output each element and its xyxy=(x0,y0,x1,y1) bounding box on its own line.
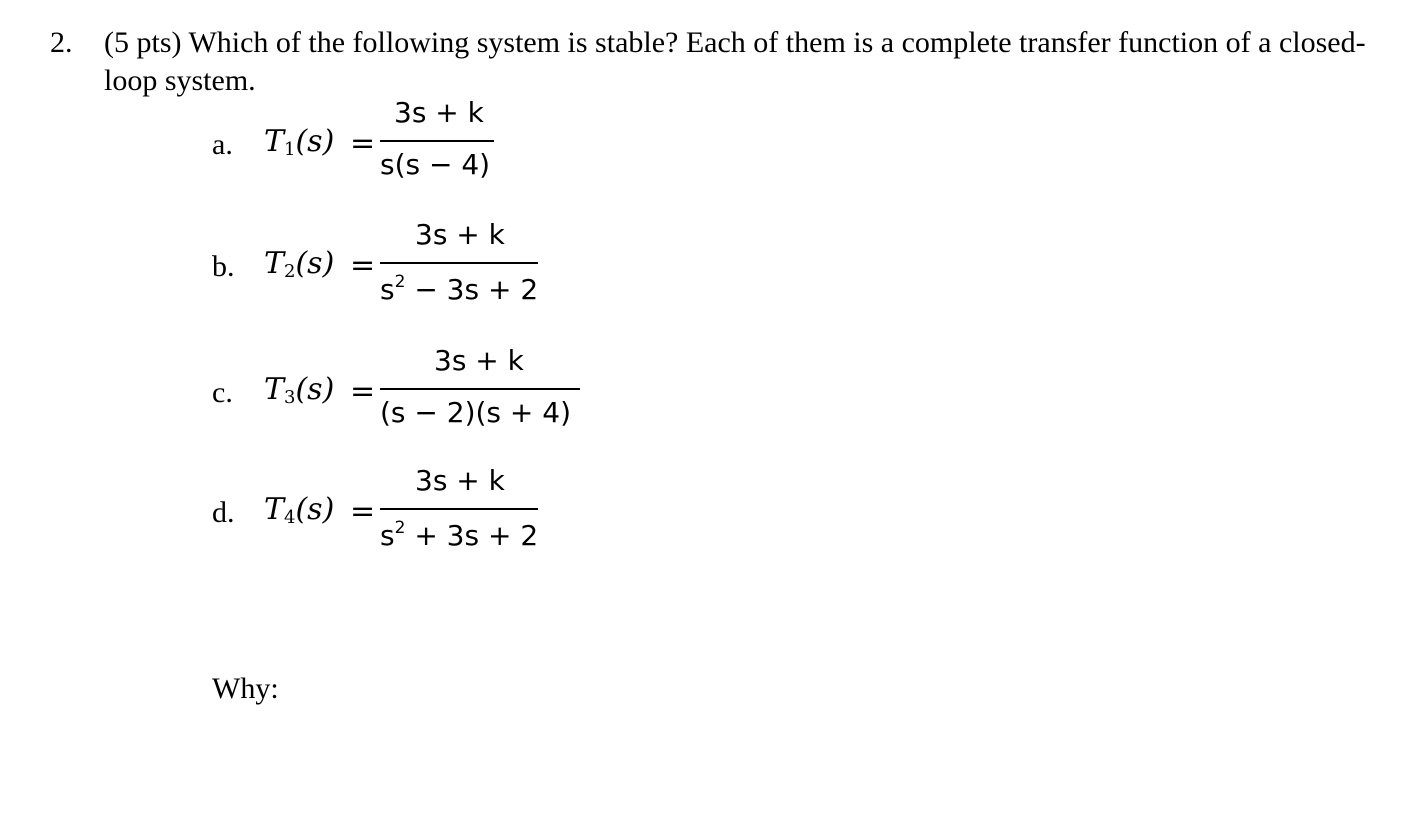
fraction-bar xyxy=(380,140,494,142)
equals-sign: = xyxy=(350,248,376,283)
fraction-bar xyxy=(380,262,538,264)
option-label: d. xyxy=(212,496,235,529)
option-label: c. xyxy=(212,376,233,409)
equals-sign: = xyxy=(350,126,376,161)
transfer-function-name: $T_3(s)$ xyxy=(264,372,335,408)
numerator: 3s + k xyxy=(394,96,484,129)
denominator: $s^2 - 3s + 2$ xyxy=(380,272,539,306)
fraction-bar xyxy=(380,388,580,390)
numerator: 3s + k xyxy=(415,464,505,497)
equals-sign: = xyxy=(350,494,376,529)
denominator: (s − 2)(s + 4) xyxy=(380,396,572,429)
transfer-function-name: $T_1(s)$ xyxy=(264,124,335,160)
numerator: 3s + k xyxy=(434,344,524,377)
transfer-function-name: $T_4(s)$ xyxy=(264,492,335,528)
numerator: 3s + k xyxy=(415,218,505,251)
option-label: a. xyxy=(212,128,233,161)
denominator: s(s − 4) xyxy=(380,148,491,181)
question-text: (5 pts) Which of the following system is stable? Each of them is a complete transfer function of a closed-loop system. xyxy=(104,26,1366,97)
question-number: 2. xyxy=(50,26,73,59)
transfer-function-name: $T_2(s)$ xyxy=(264,246,335,282)
option-label: b. xyxy=(212,250,235,283)
why-label: Why: xyxy=(212,672,279,705)
fraction-bar xyxy=(380,508,538,510)
denominator: $s^2 + 3s + 2$ xyxy=(380,518,539,552)
equals-sign: = xyxy=(350,374,376,409)
